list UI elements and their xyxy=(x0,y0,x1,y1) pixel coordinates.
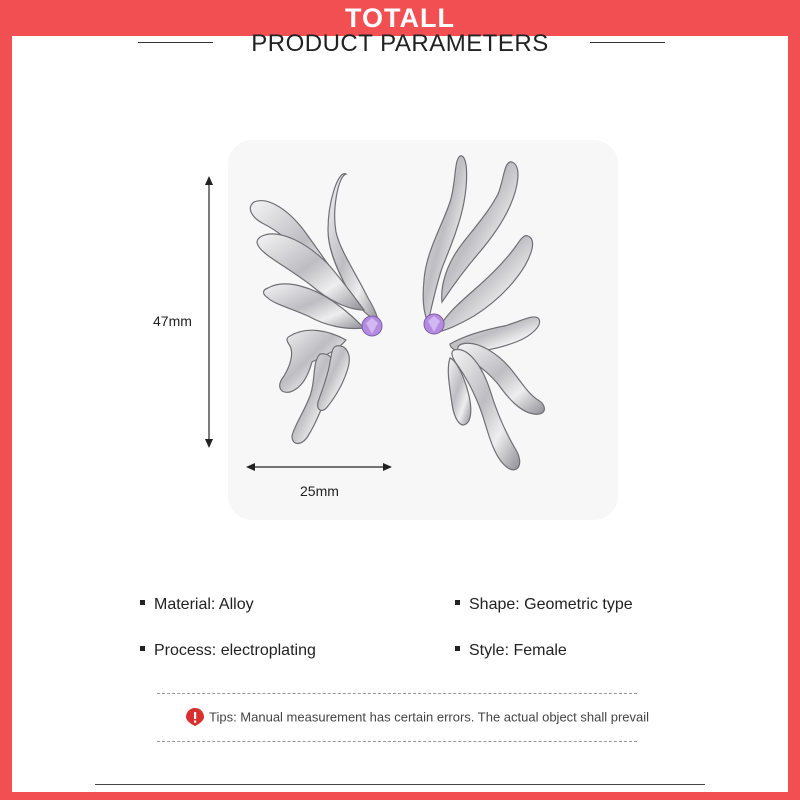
height-dimension-arrow xyxy=(200,176,218,448)
amethyst-gem-left xyxy=(362,316,382,336)
heading-divider-left xyxy=(138,42,213,43)
section-title: PRODUCT PARAMETERS xyxy=(251,30,549,57)
spec-shape xyxy=(455,596,633,614)
spec-text: Material: Alloy xyxy=(154,596,254,613)
spec-style xyxy=(455,642,567,660)
spec-process xyxy=(140,642,316,660)
heading-divider-right xyxy=(590,42,665,43)
width-label: 25mm xyxy=(300,483,339,499)
tip-text: Tips: Manual measurement has certain errors. The actual object shall prevail xyxy=(209,709,650,725)
bullet-icon xyxy=(140,646,145,651)
tip-note xyxy=(185,708,649,728)
tip-divider-bottom xyxy=(157,741,637,742)
tip-divider-top xyxy=(157,693,637,694)
warning-icon xyxy=(185,707,205,727)
bullet-icon xyxy=(140,600,145,605)
spec-text: Process: electroplating xyxy=(154,642,316,659)
bullet-icon xyxy=(455,600,460,605)
footer-divider xyxy=(95,784,705,785)
width-dimension-arrow xyxy=(246,458,392,476)
spec-text: Style: Female xyxy=(469,642,567,659)
spec-text: Shape: Geometric type xyxy=(469,596,633,613)
brand-name: TOTALL xyxy=(345,3,455,33)
bullet-icon xyxy=(455,646,460,651)
amethyst-gem-right xyxy=(424,314,444,334)
section-header xyxy=(0,30,800,56)
height-label: 47mm xyxy=(153,313,192,329)
spec-material xyxy=(140,596,254,614)
